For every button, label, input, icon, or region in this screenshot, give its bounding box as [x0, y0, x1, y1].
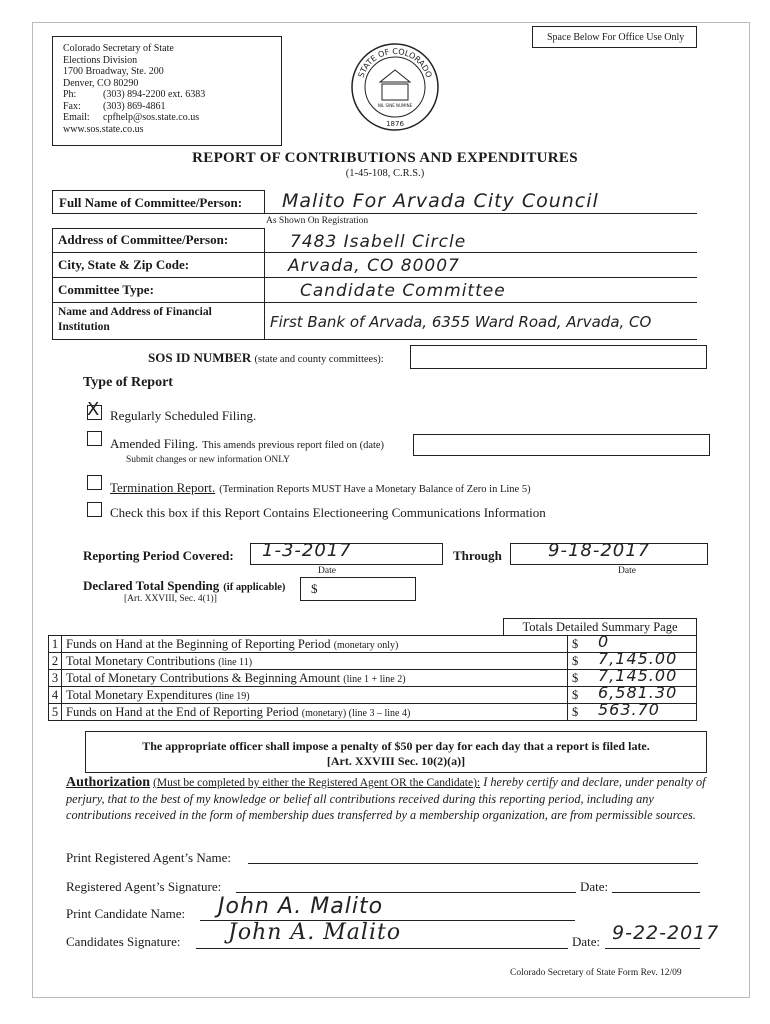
bank-line [265, 339, 697, 340]
summary-row-currency: $ [572, 704, 579, 719]
authorization-note: (Must be completed by either the Registered Agent OR the Candidate): [153, 777, 481, 789]
agent-sig-label: Registered Agent’s Signature: [66, 879, 222, 894]
summary-row-note: (line 19) [215, 690, 250, 702]
agency-line1: Colorado Secretary of State [63, 43, 174, 54]
summary-row-value: 0 [598, 632, 610, 651]
seal-year: 1876 [386, 120, 404, 128]
summary-row-main: Total of Monetary Contributions & Beginning Amount [66, 670, 341, 685]
summary-row-value: 6,581.30 [598, 683, 678, 702]
sos-id-input[interactable] [410, 345, 707, 369]
spending-label-row [83, 577, 285, 595]
summary-row-label [62, 670, 568, 687]
termination-checkbox[interactable] [87, 475, 102, 490]
summary-row-note: (line 1 + line 2) [343, 673, 406, 685]
termination-note: (Termination Reports MUST Have a Monetary Balance of Zero in Line 5) [219, 484, 531, 495]
penalty-box [85, 731, 707, 773]
type-line [265, 302, 697, 303]
fax-label: Fax: [63, 100, 81, 112]
candidate-sig-label: Candidates Signature: [66, 934, 181, 949]
bank-label-2: Institution [58, 321, 110, 333]
bank-value[interactable]: First Bank of Arvada, 6355 Ward Road, Arvada, CO [270, 313, 652, 331]
city-value[interactable]: Arvada, CO 80007 [288, 256, 460, 276]
bank-label-1: Name and Address of Financial [58, 306, 212, 318]
summary-row-number: 1 [49, 636, 62, 653]
summary-row-number: 4 [49, 687, 62, 704]
electioneering-checkbox[interactable] [87, 502, 102, 517]
through-label: Through [453, 548, 502, 563]
state-seal [350, 42, 440, 132]
sos-id-label: SOS ID NUMBER [148, 350, 252, 365]
agent-date-line[interactable] [612, 892, 700, 893]
penalty-line2: [Art. XXVIII Sec. 10(2)(a)] [326, 754, 466, 768]
summary-row-value: 7,145.00 [598, 649, 678, 668]
office-use-label: Space Below For Office Use Only [547, 32, 685, 43]
period-to-date-label: Date [618, 566, 636, 576]
regular-check-mark: X [87, 399, 101, 420]
agency-line3: 1700 Broadway, Ste. 200 [63, 66, 164, 77]
summary-row-main: Funds on Hand at the Beginning of Reporting Period [66, 636, 331, 651]
summary-row-currency: $ [572, 687, 579, 702]
phone-label: Ph: [63, 89, 77, 100]
office-use-box [532, 26, 697, 48]
form-footer: Colorado Secretary of State Form Rev. 12/09 [510, 968, 682, 978]
period-label: Reporting Period Covered: [83, 548, 234, 563]
spending-art: [Art. XXVIII, Sec. 4(1)] [124, 594, 217, 604]
authorization-block [66, 774, 706, 823]
summary-row-label [62, 653, 568, 670]
amended-checkbox[interactable] [87, 431, 102, 446]
agency-line4: Denver, CO 80290 [63, 77, 139, 89]
address-label: Address of Committee/Person: [58, 232, 229, 247]
summary-row-label [62, 704, 568, 721]
name-line [265, 213, 697, 214]
termination-row [110, 479, 531, 497]
summary-row-main: Total Monetary Contributions [66, 653, 216, 668]
period-from-value: 1-3-2017 [262, 540, 352, 561]
period-to-value: 9-18-2017 [548, 540, 651, 561]
spending-label: Declared Total Spending [83, 578, 220, 593]
agent-date-label: Date: [580, 879, 609, 894]
email-label: Email: [63, 112, 90, 123]
summary-row-currency: $ [572, 670, 579, 685]
summary-row-main: Funds on Hand at the End of Reporting Period [66, 704, 299, 719]
candidate-date-label: Date: [572, 934, 601, 949]
candidate-sig-line[interactable] [196, 948, 568, 949]
amended-date-input[interactable] [413, 434, 710, 456]
address-value[interactable]: 7483 Isabell Circle [290, 232, 467, 252]
summary-header-label: Totals Detailed Summary Page [522, 620, 678, 634]
regular-label: Regularly Scheduled Filing. [110, 408, 257, 423]
summary-row-number: 3 [49, 670, 62, 687]
summary-row-value: 7,145.00 [598, 666, 678, 685]
authorization-heading: Authorization [66, 775, 150, 790]
email-value: cpfhelp@sos.state.co.us [103, 112, 200, 123]
authorization-text: I hereby certify and declare, under penalty of perjury, that to the best of my knowledge or belief all contributions received during this reporting period, including any contributions received in the form of membership dues transferred by a membership organization, are from permissible sources. [66, 775, 706, 822]
agent-sig-line[interactable] [236, 892, 576, 893]
summary-row-label [62, 636, 568, 653]
type-value[interactable]: Candidate Committee [300, 281, 506, 301]
report-type-heading: Type of Report [83, 375, 173, 390]
spending-currency: $ [311, 581, 318, 596]
candidate-signature: John A. Malito [228, 920, 402, 945]
summary-row-currency: $ [572, 636, 579, 651]
termination-label: Termination Report. [110, 480, 216, 495]
amended-row [110, 435, 384, 453]
phone-value: (303) 894-2200 ext. 6383 [103, 89, 206, 100]
fax-value: (303) 869-4861 [103, 100, 166, 112]
agent-name-line[interactable] [248, 863, 698, 864]
summary-row-currency: $ [572, 653, 579, 668]
amended-sub-note: Submit changes or new information ONLY [126, 455, 290, 465]
amended-note: This amends previous report filed on (date) [202, 440, 385, 451]
name-label-box [52, 190, 265, 214]
summary-row-main: Total Monetary Expenditures [66, 687, 213, 702]
type-label: Committee Type: [58, 282, 154, 297]
summary-row-note: (line 11) [218, 656, 253, 668]
summary-table [48, 632, 697, 721]
address-line [265, 252, 697, 253]
summary-row-label [62, 687, 568, 704]
candidate-name-value: John A. Malito [218, 894, 384, 919]
spending-note: (if applicable) [223, 582, 286, 593]
summary-row-number: 5 [49, 704, 62, 721]
agency-box [52, 36, 282, 146]
city-line [265, 277, 697, 278]
summary-row-note: (monetary) (line 3 – line 4) [301, 707, 411, 719]
summary-row-value: 563.70 [598, 700, 660, 719]
name-label: Full Name of Committee/Person: [59, 195, 243, 210]
name-value[interactable]: Malito For Arvada City Council [282, 190, 599, 212]
sos-id-note: (state and county committees): [254, 354, 384, 365]
seal-motto: NIL SINE NUMINE [377, 103, 413, 108]
address-divider-2 [52, 277, 265, 278]
amended-label: Amended Filing. [110, 436, 199, 451]
summary-row-amount[interactable] [568, 700, 697, 721]
candidate-date-line[interactable] [605, 948, 700, 949]
agent-name-label: Print Registered Agent’s Name: [66, 850, 232, 865]
spending-input[interactable] [300, 577, 416, 601]
penalty-line1: The appropriate officer shall impose a penalty of $50 per day for each day that a report is filed late. [142, 739, 650, 753]
city-label: City, State & Zip Code: [58, 257, 190, 272]
period-from-date-label: Date [318, 566, 336, 576]
form-title: REPORT OF CONTRIBUTIONS AND EXPENDITURES [192, 150, 578, 166]
seal-icon [350, 42, 440, 132]
address-divider-3 [52, 302, 265, 303]
agency-line2: Elections Division [63, 54, 138, 66]
form-statute: (1-45-108, C.R.S.) [345, 168, 425, 179]
agency-web: www.sos.state.co.us [63, 123, 144, 135]
summary-row-number: 2 [49, 653, 62, 670]
candidate-name-label: Print Candidate Name: [66, 906, 186, 921]
name-note: As Shown On Registration [266, 216, 369, 226]
electioneering-label: Check this box if this Report Contains Electioneering Communications Information [110, 505, 546, 520]
candidate-date-value: 9-22-2017 [612, 922, 720, 944]
summary-row [49, 704, 697, 721]
summary-row-note: (monetary only) [333, 639, 399, 651]
sos-id-label-row [148, 350, 384, 366]
seal-top-text: STATE OF COLORADO [356, 46, 434, 79]
address-divider-1 [52, 252, 265, 253]
